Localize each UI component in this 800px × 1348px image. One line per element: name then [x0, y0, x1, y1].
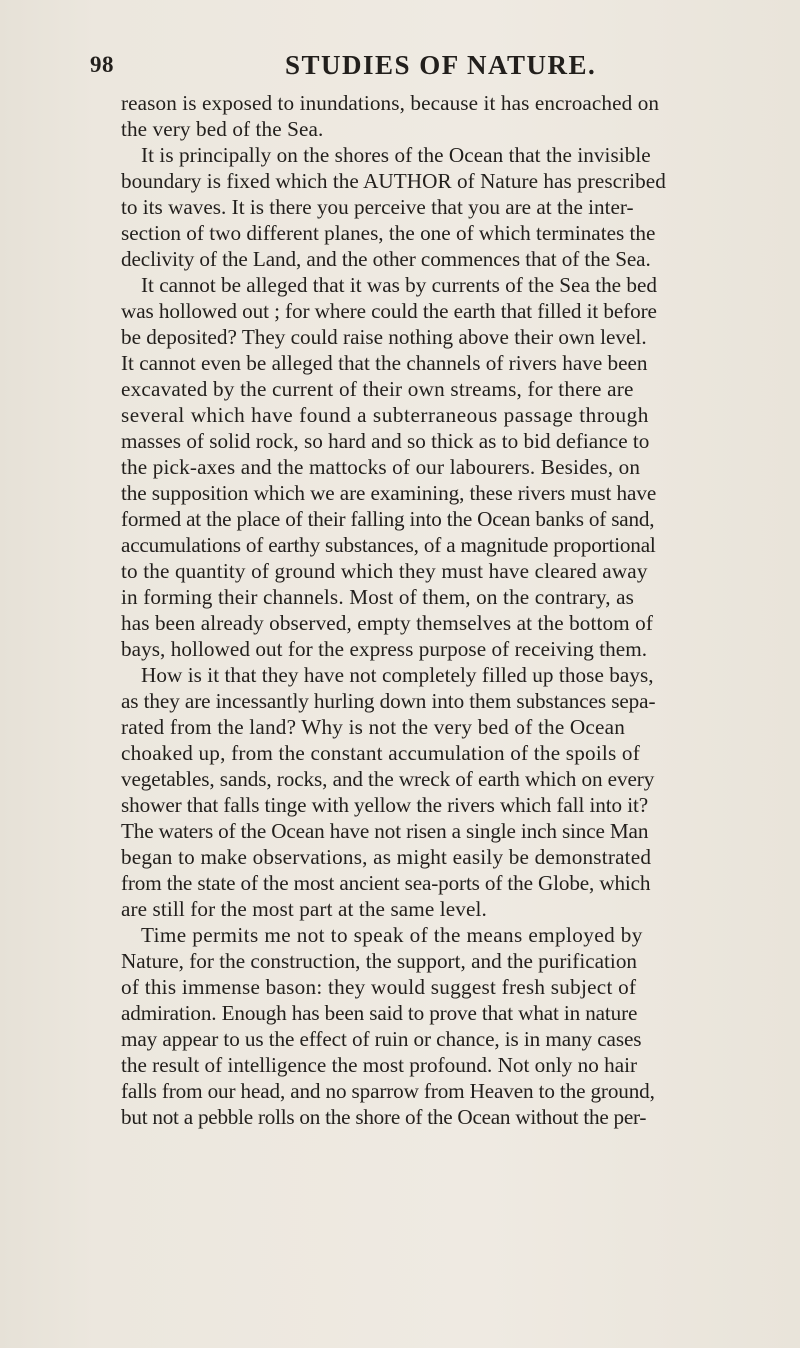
text-line: It is principally on the shores of the Ocean that the invisible [141, 143, 651, 167]
text-line: masses of solid rock, so hard and so thick as to bid defiance to [121, 429, 650, 453]
text-line: the very bed of the Sea. [121, 117, 324, 141]
text-line: are still for the most part at the same level. [121, 897, 487, 921]
text-line: admiration. Enough has been said to prove that what in nature [121, 1001, 638, 1025]
text-line: as they are incessantly hurling down into them substances sepa- [121, 689, 656, 713]
text-line: boundary is fixed which the AUTHOR of Nature has prescribed [121, 169, 666, 193]
text-line: Nature, for the construction, the support, and the purification [121, 949, 638, 973]
text-line: began to make observations, as might easily be demonstrated [121, 845, 652, 869]
text-line: vegetables, sands, rocks, and the wreck of earth which on every [121, 767, 655, 791]
text-line: to the quantity of ground which they must have cleared away [121, 559, 648, 583]
text-line: shower that falls tinge with yellow the rivers which fall into it? [121, 793, 649, 817]
text-line: in forming their channels. Most of them, on the contrary, as [121, 585, 635, 609]
text-line: may appear to us the effect of ruin or chance, is in many cases [121, 1027, 642, 1051]
text-line: choaked up, from the constant accumulation of the spoils of [121, 741, 640, 765]
text-line: reason is exposed to inundations, because it has encroached on [121, 91, 660, 115]
text-line: Time permits me not to speak of the means employed by [141, 923, 643, 947]
text-line: The waters of the Ocean have not risen a single inch since Man [121, 819, 649, 843]
text-line: was hollowed out ; for where could the earth that filled it before [121, 299, 657, 323]
text-line: from the state of the most ancient sea-ports of the Globe, which [121, 871, 651, 895]
text-line: section of two different planes, the one of which terminates the [121, 221, 656, 245]
text-line: excavated by the current of their own streams, for there are [121, 377, 634, 401]
page-number: 98 [90, 52, 114, 77]
text-line: the supposition which we are examining, these rivers must have [121, 481, 657, 505]
text-line: to its waves. It is there you perceive that you are at the inter- [121, 195, 634, 219]
text-line: has been already observed, empty themselves at the bottom of [121, 611, 653, 635]
text-line: the pick-axes and the mattocks of our labourers. Besides, on [121, 455, 641, 479]
text-line: falls from our head, and no sparrow from Heaven to the ground, [121, 1079, 655, 1103]
text-line: declivity of the Land, and the other commences that of the Sea. [121, 247, 651, 271]
text-line: rated from the land? Why is not the very bed of the Ocean [121, 715, 626, 739]
text-line: several which have found a subterraneous passage through [121, 403, 649, 427]
text-line: It cannot be alleged that it was by currents of the Sea the bed [141, 273, 657, 297]
text-line: bays, hollowed out for the express purpose of receiving them. [121, 637, 648, 661]
text-line: the result of intelligence the most profound. Not only no hair [121, 1053, 638, 1077]
text-line: It cannot even be alleged that the channels of rivers have been [121, 351, 648, 375]
text-line: How is it that they have not completely filled up those bays, [141, 663, 654, 687]
text-line: accumulations of earthy substances, of a magnitude proportional [121, 533, 656, 557]
running-head: STUDIES OF NATURE. [285, 50, 597, 80]
body-text [121, 90, 800, 1130]
text-line: but not a pebble rolls on the shore of the Ocean without the per- [121, 1105, 647, 1129]
page-header [90, 50, 780, 90]
text-line: be deposited? They could raise nothing above their own level. [121, 325, 647, 349]
text-line: of this immense bason: they would suggest fresh subject of [121, 975, 637, 999]
text-line: formed at the place of their falling into the Ocean banks of sand, [121, 507, 655, 531]
